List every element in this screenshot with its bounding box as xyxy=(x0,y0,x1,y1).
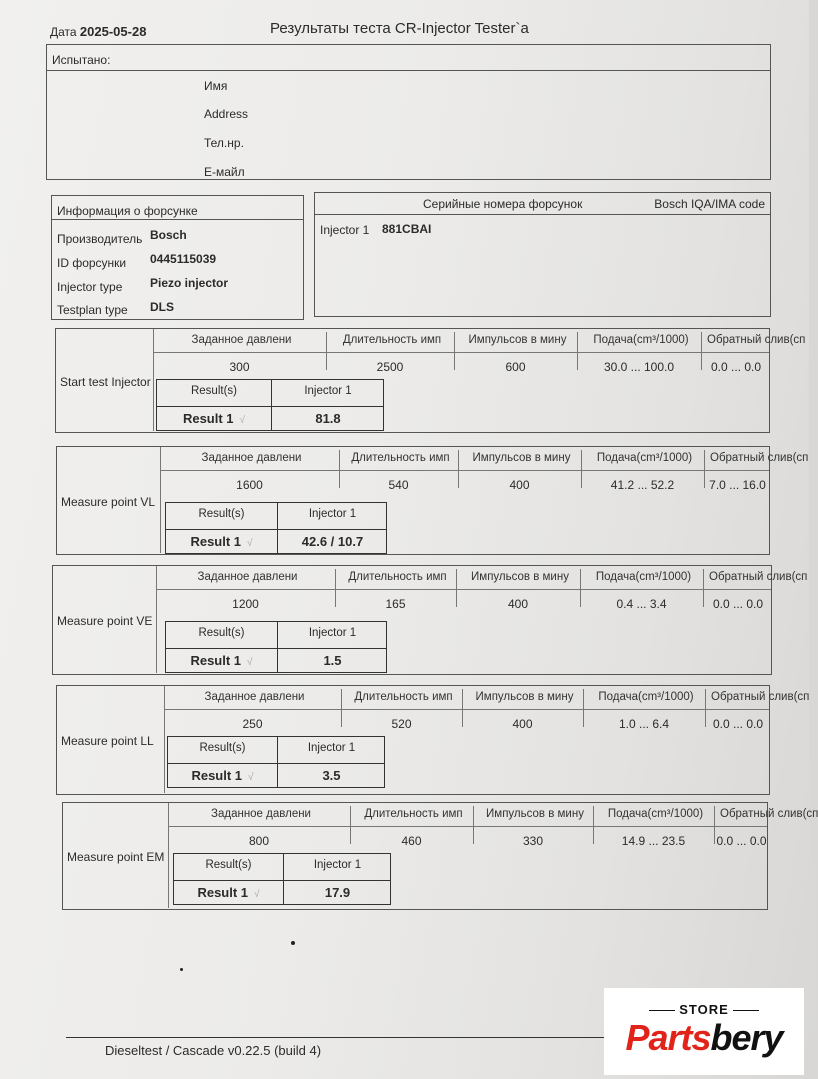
result-divider xyxy=(174,880,390,881)
result-table xyxy=(167,736,385,788)
column-value: 800 xyxy=(248,834,270,848)
column-value: 400 xyxy=(507,597,529,611)
result-table xyxy=(165,502,387,554)
test-block xyxy=(52,565,808,675)
column-value: 400 xyxy=(509,478,530,492)
tested-heading: Испытано: xyxy=(47,45,770,71)
column-value: 0.0 ... 0.0 xyxy=(710,360,762,374)
testplan-type-label: Testplan type xyxy=(57,303,128,317)
column-value: 400 xyxy=(512,717,533,731)
column-header: Заданное давлени xyxy=(201,452,302,464)
result-row-label xyxy=(157,411,271,426)
result-row-label-text: Result 1 xyxy=(190,534,242,549)
column-value: 0.0 ... 0.0 xyxy=(716,834,767,848)
header-divider xyxy=(164,709,769,710)
column-value: 1.0 ... 6.4 xyxy=(618,717,670,731)
result-injector-header: Injector 1 xyxy=(304,385,352,397)
date-value: 2025-05-28 xyxy=(79,24,147,39)
result-row-label xyxy=(166,534,277,549)
test-label-divider xyxy=(160,447,161,553)
date xyxy=(50,24,146,39)
column-header: Импульсов в мину xyxy=(486,808,584,820)
column-value: 600 xyxy=(505,360,526,374)
column-value: 520 xyxy=(391,717,412,731)
header-divider xyxy=(156,589,771,590)
result-value: 17.9 xyxy=(324,885,351,900)
injector-id-value: 0445115039 xyxy=(150,252,217,266)
header-divider xyxy=(168,826,767,827)
column-header: Импульсов в мину xyxy=(468,334,567,346)
test-label-divider xyxy=(168,803,169,908)
column-value: 540 xyxy=(388,478,409,492)
result-injector-header: Injector 1 xyxy=(313,859,362,871)
column-value: 330 xyxy=(522,834,544,848)
column-header: Обратный слив(сп xyxy=(720,808,818,820)
serials-box xyxy=(314,192,771,317)
column-value: 7.0 ... 16.0 xyxy=(709,478,766,492)
result-header: Result(s) xyxy=(205,859,252,871)
result-row-label xyxy=(166,653,277,668)
result-table xyxy=(173,853,391,905)
check-icon: √ xyxy=(247,657,253,668)
header-divider xyxy=(153,352,769,353)
partsbery-logo xyxy=(604,988,804,1075)
injector-id-label: ID форсунки xyxy=(57,256,127,270)
column-value: 165 xyxy=(385,597,406,611)
result-header: Result(s) xyxy=(190,385,237,397)
manufacturer-value: Bosch xyxy=(150,228,187,242)
header-divider xyxy=(160,470,769,471)
column-header: Заданное давлени xyxy=(211,808,311,820)
column-value: 0.0 ... 0.0 xyxy=(712,717,764,731)
result-injector-header: Injector 1 xyxy=(308,508,357,520)
iqa-code-heading: Bosch IQA/IMA code xyxy=(654,197,765,211)
serials-header xyxy=(315,193,770,215)
result-injector-header: Injector 1 xyxy=(308,627,357,639)
result-value: 42.6 / 10.7 xyxy=(301,534,364,549)
check-icon: √ xyxy=(248,772,254,783)
speck xyxy=(180,968,183,971)
column-value: 300 xyxy=(229,360,250,374)
column-value: 14.9 ... 23.5 xyxy=(621,834,686,848)
injector-type-value: Piezo injector xyxy=(150,276,229,290)
test-name: Measure point VL xyxy=(61,495,156,509)
column-value: 1200 xyxy=(232,597,259,611)
result-value: 1.5 xyxy=(323,653,342,668)
column-value: 41.2 ... 52.2 xyxy=(610,478,675,492)
injector-info-box xyxy=(51,195,304,320)
test-name: Measure point LL xyxy=(61,734,154,748)
column-header: Заданное давлени xyxy=(191,334,292,346)
column-value: 0.4 ... 3.4 xyxy=(616,597,667,611)
test-name: Measure point EM xyxy=(67,850,165,864)
test-name: Start test Injector xyxy=(60,375,151,389)
result-header: Result(s) xyxy=(199,742,246,754)
result-table xyxy=(165,621,387,673)
column-value: 250 xyxy=(242,717,263,731)
column-header: Обратный слив(сп xyxy=(709,571,808,583)
injector-info-heading: Информация о форсунке xyxy=(52,196,303,220)
column-header: Подача(cm³/1000) xyxy=(607,808,704,820)
serial-injector-label: Injector 1 xyxy=(320,223,370,237)
tested-field-address: Address xyxy=(204,107,249,121)
result-value: 3.5 xyxy=(322,768,341,783)
column-header: Заданное давлени xyxy=(204,691,305,703)
test-block xyxy=(56,685,810,795)
result-row-label-text: Result 1 xyxy=(191,768,243,783)
date-label: Дата xyxy=(50,25,77,39)
result-row-label xyxy=(174,885,283,900)
test-block xyxy=(55,328,806,433)
column-value: 1600 xyxy=(236,478,263,492)
test-name: Measure point VE xyxy=(57,614,153,628)
manufacturer-label: Производитель xyxy=(57,232,143,246)
column-header: Заданное давлени xyxy=(197,571,298,583)
test-block xyxy=(56,446,809,555)
result-row-label-text: Result 1 xyxy=(182,411,234,426)
logo-store-text: STORE xyxy=(604,1002,804,1017)
test-block xyxy=(62,802,818,910)
page-title: Результаты теста CR-Injector Tester`a xyxy=(270,20,529,37)
column-header: Длительность имп xyxy=(351,452,450,464)
column-header: Обратный слив(сп xyxy=(710,452,809,464)
check-icon: √ xyxy=(239,415,246,426)
column-header: Длительность имп xyxy=(354,691,453,703)
logo-name-part1: Parts xyxy=(625,1017,711,1058)
serials-heading: Серийные номера форсунок xyxy=(423,197,583,211)
check-icon: √ xyxy=(247,538,253,549)
logo-brand-name xyxy=(604,1017,804,1059)
test-label-divider xyxy=(164,686,165,793)
column-header: Импульсов в мину xyxy=(475,691,574,703)
result-header: Result(s) xyxy=(198,627,245,639)
test-label-divider xyxy=(156,566,157,673)
test-label-divider xyxy=(153,329,154,431)
column-header: Длительность имп xyxy=(342,334,442,346)
tested-field-phone: Тел.нр. xyxy=(204,136,244,150)
testplan-type-value: DLS xyxy=(150,300,174,314)
column-header: Импульсов в мину xyxy=(471,571,569,583)
column-value: 2500 xyxy=(376,360,404,374)
column-header: Длительность имп xyxy=(364,808,463,820)
tested-field-name: Имя xyxy=(204,79,228,93)
injector-type-label: Injector type xyxy=(57,280,123,294)
result-divider xyxy=(157,406,383,407)
column-header: Длительность имп xyxy=(348,571,447,583)
footer-divider xyxy=(66,1037,606,1038)
column-header: Подача(cm³/1000) xyxy=(593,334,689,346)
result-table xyxy=(156,379,384,431)
result-row-label-text: Result 1 xyxy=(190,653,242,668)
logo-name-part2: bery xyxy=(710,1017,783,1058)
result-divider xyxy=(166,529,386,530)
column-value: 0.0 ... 0.0 xyxy=(712,597,764,611)
column-value: 30.0 ... 100.0 xyxy=(603,360,675,374)
result-row-label-text: Result 1 xyxy=(197,885,249,900)
result-divider xyxy=(166,648,386,649)
column-header: Подача(cm³/1000) xyxy=(598,691,694,703)
speck xyxy=(291,941,295,945)
serial-injector-code: 881CBAI xyxy=(382,222,432,236)
result-value: 81.8 xyxy=(315,411,341,426)
column-header: Обратный слив(сп xyxy=(707,334,806,346)
result-row-label xyxy=(168,768,277,783)
column-header: Подача(cm³/1000) xyxy=(595,571,692,583)
result-injector-header: Injector 1 xyxy=(307,742,356,754)
result-divider xyxy=(168,763,384,764)
column-header: Обратный слив(сп xyxy=(711,691,810,703)
check-icon: √ xyxy=(254,889,260,900)
result-header: Result(s) xyxy=(198,508,245,520)
footer-text: Dieseltest / Cascade v0.22.5 (build 4) xyxy=(105,1043,322,1058)
tested-field-email: E-майл xyxy=(204,165,245,179)
column-header: Подача(cm³/1000) xyxy=(596,452,693,464)
column-value: 460 xyxy=(401,834,422,848)
column-header: Импульсов в мину xyxy=(472,452,571,464)
tested-box xyxy=(46,44,771,180)
